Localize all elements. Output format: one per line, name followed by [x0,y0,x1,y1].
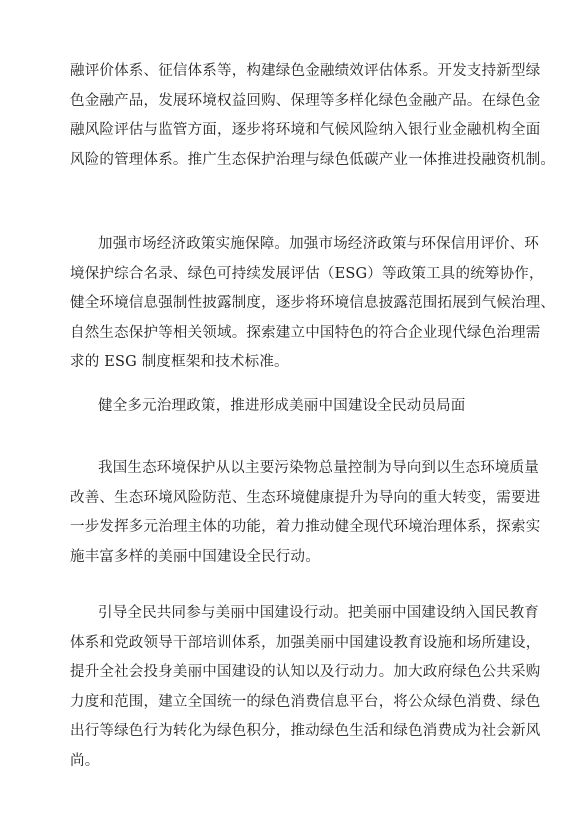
section-heading: 健全多元治理政策，推进形成美丽中国建设全民动员局面 [98,398,466,414]
paragraph-market-policy [70,230,555,378]
text-line: 施丰富多样的美丽中国建设全民行动。 [70,548,320,565]
text-line: 引导全民共同参与美丽中国建设行动。把美丽中国建设纳入国民教育 [98,605,539,621]
text-line: 融风险评估与监管方面，逐步将环境和气候风险纳入银行业金融机构全面 [70,122,541,138]
text-line: 体系和党政领导干部培训体系，加强美丽中国建设教育设施和场所建设， [70,634,541,651]
text-line: 尚。 [70,752,100,769]
text-line: 力度和范围，建立全国统一的绿色消费信息平台，将公众绿色消费、绿色 [70,693,541,710]
text-line: 风险的管理体系。推广生态保护治理与绿色低碳产业一体推进投融资机制。 [70,151,556,168]
text-line: 境保护综合名录、绿色可持续发展评估（ESG）等政策工具的统筹协作， [70,265,544,282]
text-line: 求的 ESG 制度框架和技术标准。 [70,354,289,370]
text-line: 融评价体系、征信体系等，构建绿色金融绩效评估体系。开发支持新型绿 [70,63,541,79]
text-line: 出行等绿色行为转化为绿色积分，推动绿色生活和绿色消费成为社会新风 [70,723,541,739]
text-line: 一步发挥多元治理主体的功能，着力推动健全现代环境治理体系，探索实 [70,519,541,535]
paragraph-green-finance [70,57,555,175]
text-line: 我国生态环境保护从以主要污染物总量控制为导向到以生态环境质量 [98,460,539,476]
text-line: 加强市场经济政策实施保障。加强市场经济政策与环保信用评价、环 [98,236,539,252]
text-line: 改善、生态环境风险防范、生态环境健康提升为导向的重大转变，需要进 [70,489,541,506]
text-line: 自然生态保护等相关领域。探索建立中国特色的符合企业现代绿色治理需 [70,324,541,341]
paragraph-eco-protection [70,454,540,572]
paragraph-public-participation [70,599,540,776]
text-line: 色金融产品，发展环境权益回购、保理等多样化绿色金融产品。在绿色金 [70,92,541,109]
text-line: 提升全社会投身美丽中国建设的认知以及行动力。加大政府绿色公共采购 [70,664,541,680]
text-line: 健全环境信息强制性披露制度，逐步将环境信息披露范围拓展到气候治理、 [70,295,556,311]
